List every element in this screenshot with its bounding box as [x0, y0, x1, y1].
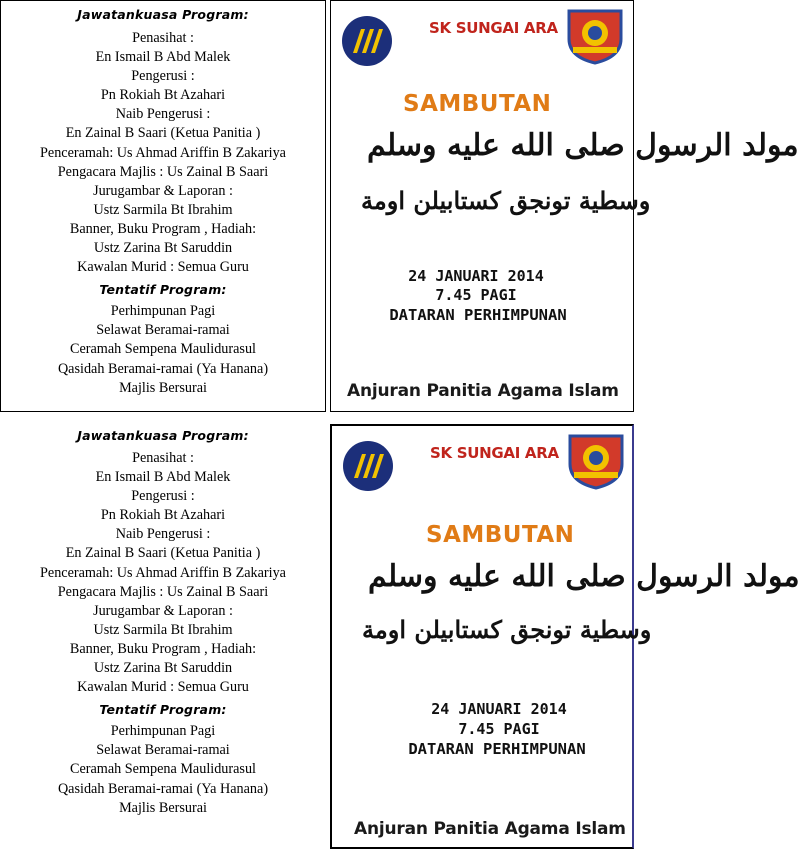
school-badge-icon — [563, 5, 627, 70]
committee-line: Naib Pengerusi : — [115, 106, 211, 123]
committee-line: Pengacara Majlis : Us Zainal B Saari — [57, 583, 269, 600]
event-venue: DATARAN PERHIMPUNAN — [408, 740, 586, 758]
program-info-panel — [0, 424, 326, 851]
arabic-calligraphy-2: وسطية تونجق كستابيلن اومة — [362, 615, 652, 644]
committee-line: En Zainal B Saari (Ketua Panitia ) — [65, 545, 261, 562]
committee-line: Kawalan Murid : Semua Guru — [77, 679, 249, 696]
committee-line: Penasihat : — [132, 450, 194, 466]
tentatif-line: Selawat Beramai-ramai — [96, 322, 230, 339]
tentatif-line: Ceramah Sempena Maulidurasul — [70, 341, 256, 358]
committee-line: En Zainal B Saari (Ketua Panitia ) — [65, 125, 261, 142]
committee-line: Jurugambar & Laporan : — [93, 182, 233, 199]
arabic-calligraphy-2: وسطية تونجق كستابيلن اومة — [361, 186, 651, 215]
committee-line: En Ismail B Abd Malek — [95, 469, 231, 486]
committee-line: Jurugambar & Laporan : — [93, 602, 233, 619]
committee-line: Penceramah: Us Ahmad Ariffin B Zakariya — [40, 564, 286, 581]
tentatif-heading: Tentatif Program: — [99, 702, 227, 718]
arabic-calligraphy-1: مولد الرسول صلى الله عليه وسلم — [368, 559, 800, 594]
poster-title: SAMBUTAN — [426, 522, 575, 548]
program-info-panel — [0, 0, 326, 412]
poster-title: SAMBUTAN — [403, 91, 552, 117]
committee-line: Ustz Sarmila Bt Ibrahim — [93, 621, 233, 638]
tentatif-line: Perhimpunan Pagi — [110, 723, 216, 740]
committee-line: Pengacara Majlis : Us Zainal B Saari — [57, 163, 269, 180]
committee-list — [1, 29, 325, 277]
committee-line: Ustz Zarina Bt Saruddin — [93, 660, 233, 677]
event-date: 24 JANUARI 2014 — [431, 700, 567, 718]
committee-line: Naib Pengerusi : — [115, 526, 211, 543]
tentatif-line: Perhimpunan Pagi — [110, 303, 216, 320]
event-time: 7.45 PAGI — [435, 286, 517, 304]
event-time: 7.45 PAGI — [458, 720, 540, 738]
organizer: Anjuran Panitia Agama Islam — [347, 381, 619, 401]
tentatif-line: Majlis Bersurai — [119, 799, 207, 816]
committee-section — [0, 428, 326, 818]
committee-section — [1, 7, 325, 398]
committee-line: Banner, Buku Program , Hadiah: — [69, 220, 257, 237]
tentatif-heading: Tentatif Program: — [99, 282, 227, 298]
committee-line: Kawalan Murid : Semua Guru — [77, 259, 249, 276]
school-name: SK SUNGAI ARA — [429, 19, 558, 37]
committee-heading: Jawatankuasa Program: — [77, 428, 249, 443]
tentatif-line: Qasidah Beramai-ramai (Ya Hanana) — [57, 360, 269, 377]
tentatif-list — [1, 302, 325, 397]
committee-line: Banner, Buku Program , Hadiah: — [69, 640, 257, 657]
school-name: SK SUNGAI ARA — [430, 444, 559, 462]
tentatif-line: Selawat Beramai-ramai — [96, 742, 230, 759]
committee-heading: Jawatankuasa Program: — [77, 7, 249, 22]
arabic-calligraphy-1: مولد الرسول صلى الله عليه وسلم — [367, 128, 799, 163]
tentatif-line: Ceramah Sempena Maulidurasul — [70, 761, 256, 778]
tentatif-line: Qasidah Beramai-ramai (Ya Hanana) — [57, 780, 269, 797]
committee-line: Pn Rokiah Bt Azahari — [100, 507, 226, 524]
event-venue: DATARAN PERHIMPUNAN — [389, 306, 567, 324]
committee-list — [0, 449, 326, 697]
committee-line: Pengerusi : — [131, 488, 195, 505]
tentatif-line: Majlis Bersurai — [119, 379, 207, 396]
ministry-logo-icon — [341, 15, 393, 72]
committee-line: Ustz Zarina Bt Saruddin — [93, 240, 233, 257]
poster-panel — [330, 0, 799, 412]
tentatif-list — [0, 722, 326, 817]
flyer-top — [0, 0, 799, 424]
ministry-logo-icon — [342, 440, 394, 497]
committee-line: Penasihat : — [132, 30, 194, 46]
school-badge-icon — [564, 430, 628, 495]
committee-line: Pn Rokiah Bt Azahari — [100, 87, 226, 104]
committee-line: Penceramah: Us Ahmad Ariffin B Zakariya — [40, 144, 286, 161]
poster-panel — [330, 424, 800, 849]
flyer-bottom — [0, 424, 800, 851]
event-date: 24 JANUARI 2014 — [408, 267, 544, 285]
committee-line: Ustz Sarmila Bt Ibrahim — [93, 201, 233, 218]
committee-line: En Ismail B Abd Malek — [95, 49, 231, 66]
organizer: Anjuran Panitia Agama Islam — [354, 819, 626, 839]
committee-line: Pengerusi : — [131, 68, 195, 85]
